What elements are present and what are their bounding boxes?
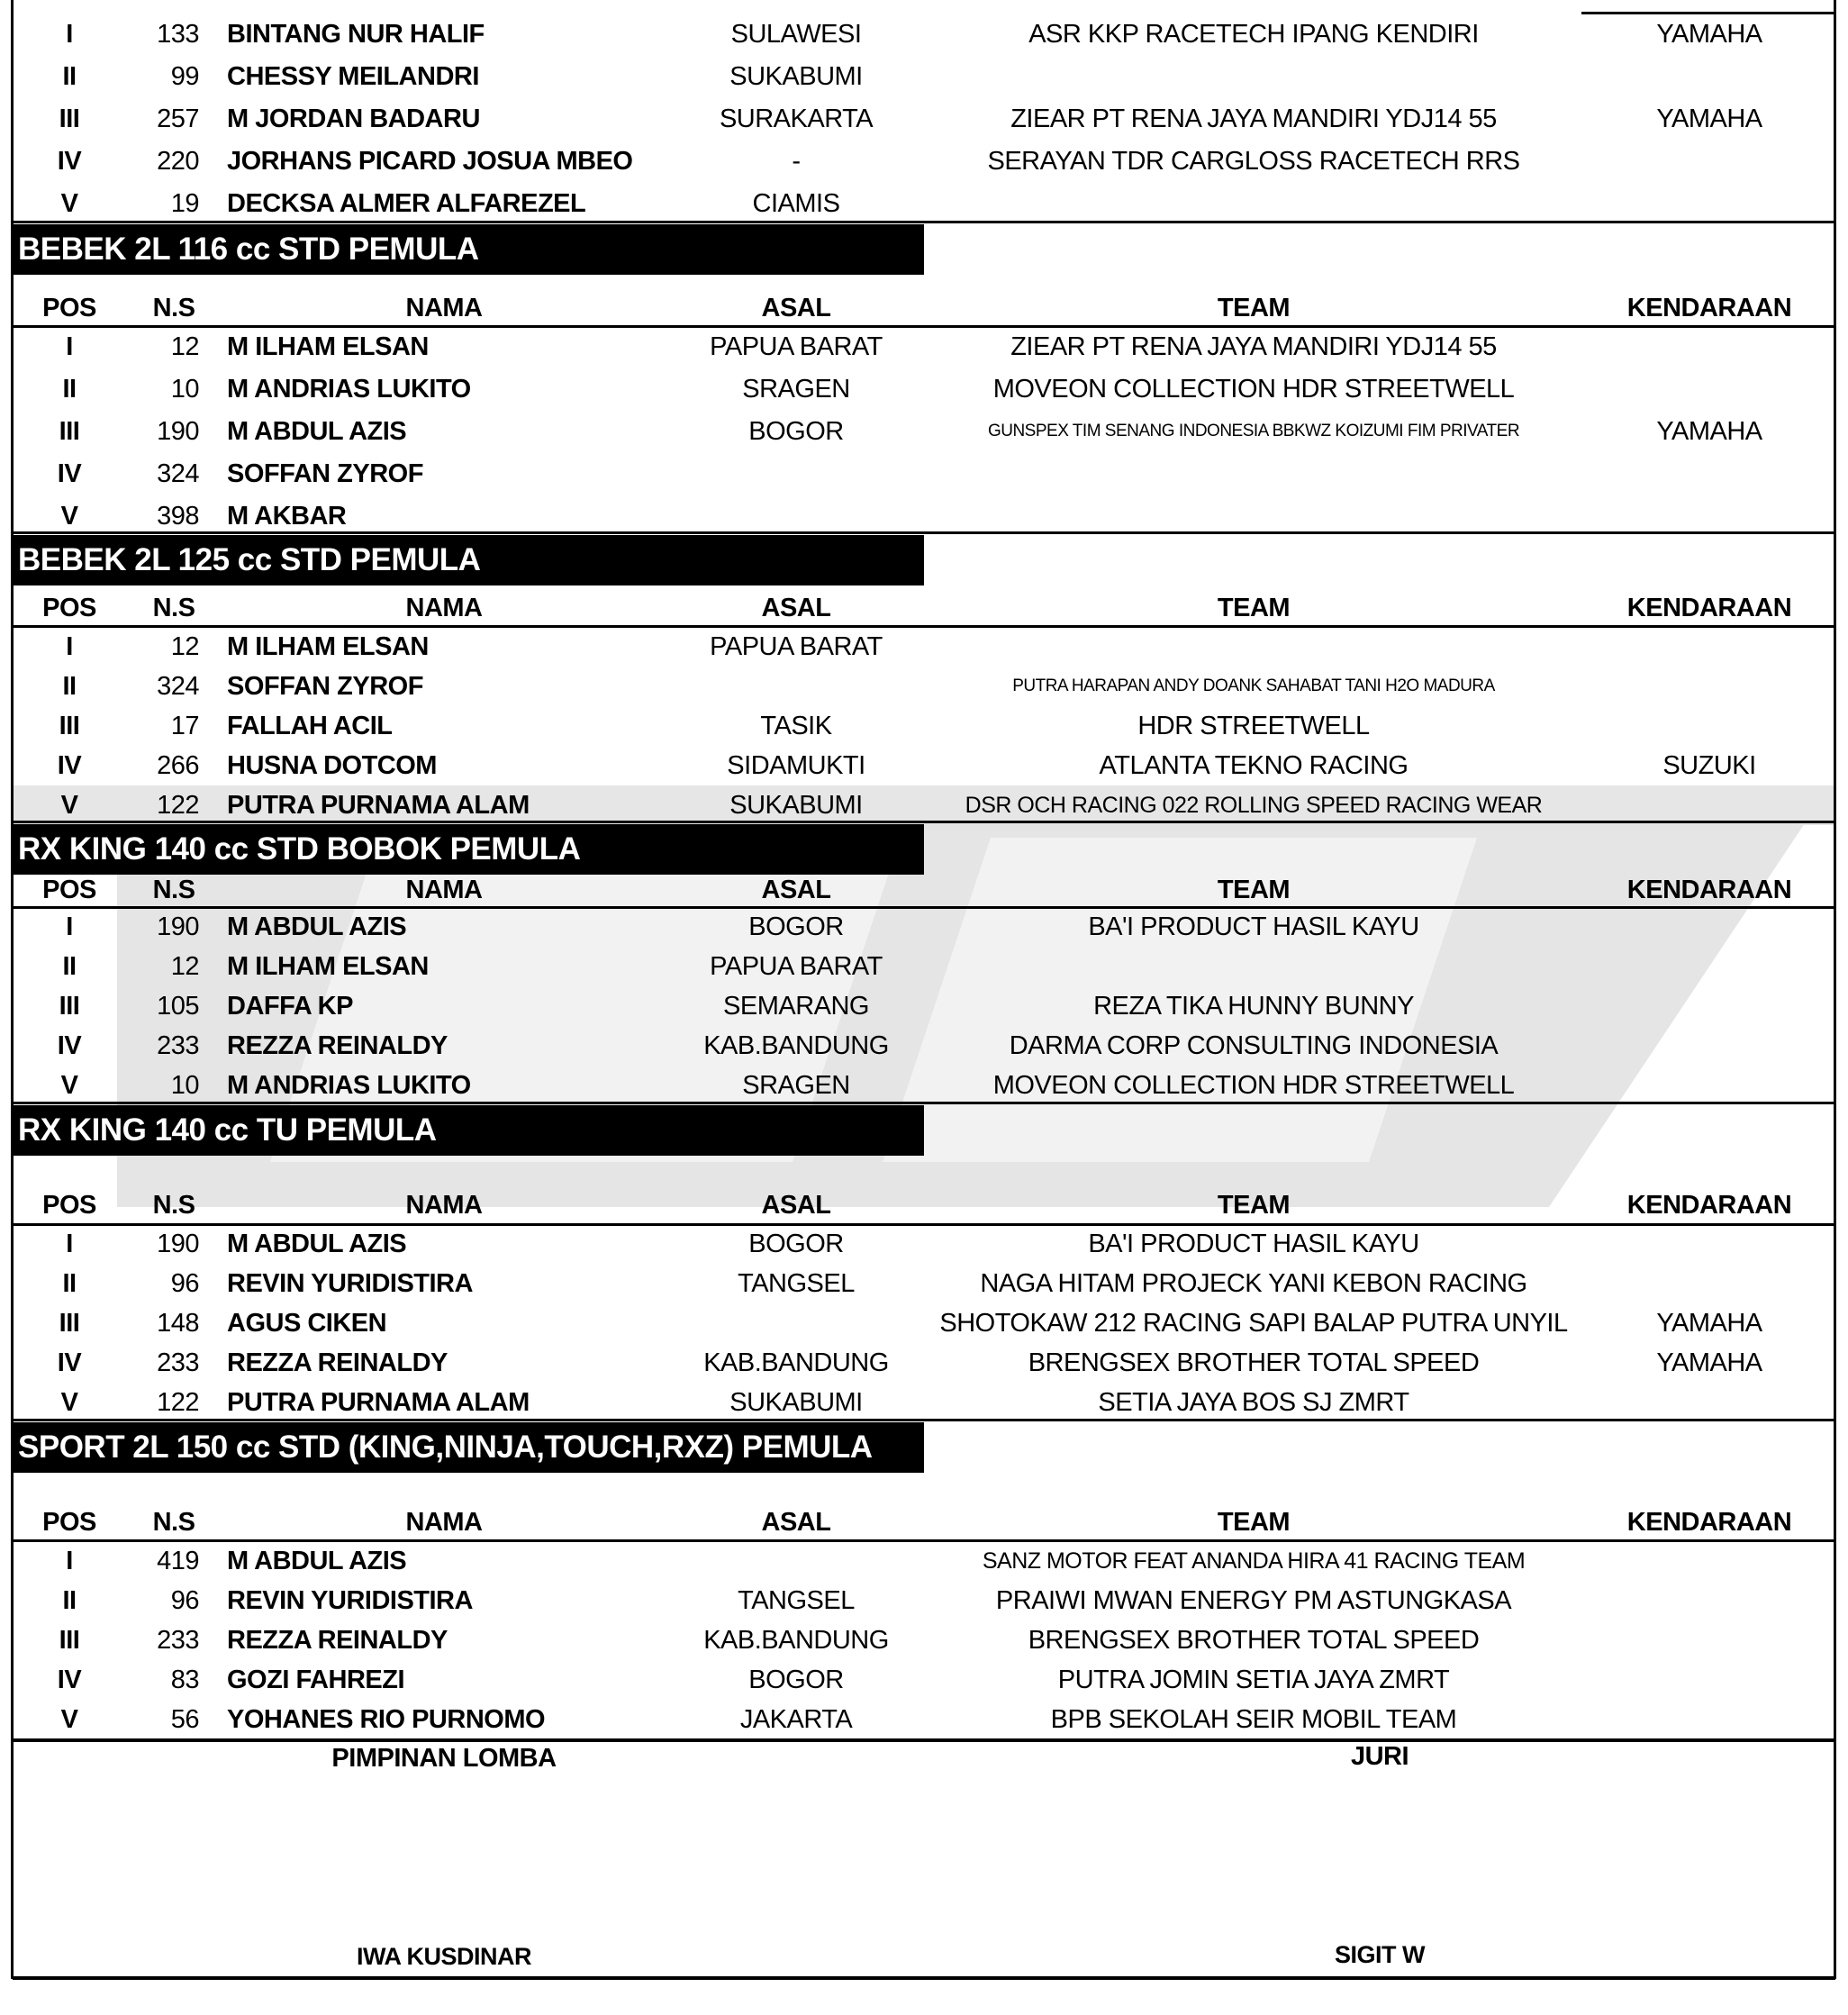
row-asal: PAPUA BARAT — [710, 332, 883, 361]
row-ns: 56 — [170, 1705, 199, 1734]
row-nama: M ABDUL AZIS — [227, 1230, 407, 1258]
section-divider — [13, 531, 1835, 534]
row-asal: PAPUA BARAT — [710, 952, 883, 981]
row-nama: REZZA REINALDY — [227, 1626, 448, 1655]
row-ns: 190 — [157, 417, 199, 446]
column-header-nama: NAMA — [405, 294, 483, 322]
row-ns: 12 — [170, 952, 199, 981]
row-ns: 10 — [170, 1071, 199, 1100]
row-kendaraan: YAMAHA — [1656, 20, 1762, 49]
column-header-ns: N.S — [152, 594, 195, 622]
row-ns: 122 — [157, 1388, 199, 1417]
row-nama: M ABDUL AZIS — [227, 417, 407, 446]
row-pos: IV — [57, 1031, 82, 1060]
column-header-asal: ASAL — [761, 876, 831, 904]
row-team: BRENGSEX BROTHER TOTAL SPEED — [1028, 1348, 1480, 1377]
row-team: SETIA JAYA BOS SJ ZMRT — [1098, 1388, 1409, 1417]
section-title: RX KING 140 cc STD BOBOK PEMULA — [13, 824, 924, 875]
row-asal: KAB.BANDUNG — [703, 1348, 889, 1377]
column-header-kendaraan: KENDARAAN — [1626, 1191, 1792, 1220]
row-ns: 398 — [157, 502, 199, 531]
row-pos: III — [59, 104, 80, 133]
row-asal: KAB.BANDUNG — [703, 1626, 889, 1655]
row-asal: SULAWESI — [730, 20, 862, 49]
row-nama: CHESSY MEILANDRI — [227, 62, 479, 91]
row-nama: JORHANS PICARD JOSUA MBEO — [227, 147, 633, 176]
row-team: DSR OCH RACING 022 ROLLING SPEED RACING WEAR — [965, 793, 1543, 818]
row-ns: 96 — [170, 1586, 199, 1615]
row-asal: SIDAMUKTI — [727, 751, 865, 780]
row-pos: IV — [57, 147, 82, 176]
row-ns: 324 — [157, 459, 199, 488]
row-team: PRAIWI MWAN ENERGY PM ASTUNGKASA — [995, 1586, 1512, 1615]
row-ns: 324 — [157, 672, 199, 701]
right-border — [1834, 0, 1836, 1979]
section-divider — [13, 221, 1835, 223]
column-header-pos: POS — [42, 294, 96, 322]
row-team: BA'I PRODUCT HASIL KAYU — [1088, 1230, 1419, 1258]
section-divider — [13, 1419, 1835, 1421]
row-ns: 266 — [157, 751, 199, 780]
row-ns: 122 — [157, 791, 199, 820]
row-ns: 419 — [157, 1547, 199, 1575]
column-header-kendaraan: KENDARAAN — [1626, 876, 1792, 904]
row-team: ASR KKP RACETECH IPANG KENDIRI — [1028, 20, 1479, 49]
row-asal: TANGSEL — [738, 1269, 855, 1298]
row-ns: 10 — [170, 375, 199, 404]
row-pos: II — [62, 1269, 77, 1298]
bottom-border — [13, 1976, 1835, 1980]
row-team: NAGA HITAM PROJECK YANI KEBON RACING — [980, 1269, 1527, 1298]
row-nama: REZZA REINALDY — [227, 1348, 448, 1377]
row-asal: SUKABUMI — [729, 791, 863, 820]
column-header-asal: ASAL — [761, 1191, 831, 1220]
section-title: SPORT 2L 150 cc STD (KING,NINJA,TOUCH,RXZ) PEMULA — [13, 1422, 924, 1473]
row-kendaraan: YAMAHA — [1656, 104, 1762, 133]
row-ns: 190 — [157, 912, 199, 941]
row-nama: BINTANG NUR HALIF — [227, 20, 485, 49]
row-pos: III — [59, 712, 80, 740]
column-header-ns: N.S — [152, 876, 195, 904]
row-ns: 257 — [157, 104, 199, 133]
row-team: ATLANTA TEKNO RACING — [1099, 751, 1409, 780]
row-pos: IV — [57, 751, 82, 780]
column-header-team: TEAM — [1217, 594, 1291, 622]
row-ns: 190 — [157, 1230, 199, 1258]
row-asal: BOGOR — [748, 912, 844, 941]
row-ns: 19 — [170, 189, 199, 218]
row-kendaraan: YAMAHA — [1656, 1348, 1762, 1377]
row-asal: CIAMIS — [752, 189, 840, 218]
column-header-team: TEAM — [1217, 294, 1291, 322]
row-nama: REVIN YURIDISTIRA — [227, 1269, 473, 1298]
row-nama: PUTRA PURNAMA ALAM — [227, 791, 530, 820]
section-title: BEBEK 2L 116 cc STD PEMULA — [13, 224, 924, 275]
row-nama: YOHANES RIO PURNOMO — [227, 1705, 546, 1734]
row-ns: 99 — [170, 62, 199, 91]
row-team: GUNSPEX TIM SENANG INDONESIA BBKWZ KOIZUMI FIM PRIVATER — [987, 422, 1520, 440]
row-team: SERAYAN TDR CARGLOSS RACETECH RRS — [987, 147, 1520, 176]
row-nama: REZZA REINALDY — [227, 1031, 448, 1060]
footer-left-title: PIMPINAN LOMBA — [331, 1744, 557, 1773]
row-kendaraan: YAMAHA — [1656, 417, 1762, 446]
row-nama: REVIN YURIDISTIRA — [227, 1586, 473, 1615]
column-header-pos: POS — [42, 594, 96, 622]
row-asal: BOGOR — [748, 1666, 844, 1694]
column-header-asal: ASAL — [761, 594, 831, 622]
header-underline — [13, 625, 1835, 628]
row-asal: TANGSEL — [738, 1586, 855, 1615]
row-team: ZIEAR PT RENA JAYA MANDIRI YDJ14 55 — [1010, 104, 1497, 133]
section-title: BEBEK 2L 125 cc STD PEMULA — [13, 535, 924, 585]
row-ns: 96 — [170, 1269, 199, 1298]
row-pos: V — [60, 791, 78, 820]
row-asal: SRAGEN — [742, 375, 850, 404]
column-header-kendaraan: KENDARAAN — [1626, 1508, 1792, 1537]
row-team: DARMA CORP CONSULTING INDONESIA — [1009, 1031, 1499, 1060]
row-asal: TASIK — [760, 712, 832, 740]
row-pos: I — [66, 1230, 73, 1258]
row-nama: M ILHAM ELSAN — [227, 952, 429, 981]
row-pos: III — [59, 417, 80, 446]
row-nama: DAFFA KP — [227, 992, 353, 1021]
row-asal: SEMARANG — [723, 992, 869, 1021]
row-pos: II — [62, 375, 77, 404]
row-team: PUTRA HARAPAN ANDY DOANK SAHABAT TANI H2O MADURA — [1012, 676, 1495, 695]
section-divider — [13, 1102, 1835, 1104]
column-header-kendaraan: KENDARAAN — [1626, 294, 1792, 322]
section-divider — [13, 821, 1835, 823]
row-ns: 12 — [170, 632, 199, 661]
row-ns: 83 — [170, 1666, 199, 1694]
row-nama: M ANDRIAS LUKITO — [227, 1071, 471, 1100]
row-pos: V — [60, 1388, 78, 1417]
footer-right-title: JURI — [1350, 1742, 1409, 1771]
row-ns: 233 — [157, 1031, 199, 1060]
row-pos: III — [59, 1626, 80, 1655]
row-team: SANZ MOTOR FEAT ANANDA HIRA 41 RACING TEAM — [982, 1548, 1526, 1574]
row-ns: 220 — [157, 147, 199, 176]
column-header-ns: N.S — [152, 294, 195, 322]
row-pos: I — [66, 332, 73, 361]
column-header-team: TEAM — [1217, 1508, 1291, 1537]
row-team: BRENGSEX BROTHER TOTAL SPEED — [1028, 1626, 1480, 1655]
header-underline — [13, 1223, 1835, 1226]
column-header-asal: ASAL — [761, 294, 831, 322]
row-team: SHOTOKAW 212 RACING SAPI BALAP PUTRA UNYIL — [939, 1309, 1568, 1338]
footer-right-name: SIGIT W — [1335, 1941, 1425, 1968]
column-header-team: TEAM — [1217, 1191, 1291, 1220]
footer-divider — [13, 1738, 1835, 1742]
left-border — [11, 0, 14, 1979]
column-header-nama: NAMA — [405, 594, 483, 622]
column-header-pos: POS — [42, 1191, 96, 1220]
row-asal: SRAGEN — [742, 1071, 850, 1100]
row-pos: IV — [57, 1666, 82, 1694]
row-team: PUTRA JOMIN SETIA JAYA ZMRT — [1057, 1666, 1450, 1694]
column-header-kendaraan: KENDARAAN — [1626, 594, 1792, 622]
row-nama: AGUS CIKEN — [227, 1309, 387, 1338]
row-asal: SUKABUMI — [729, 1388, 863, 1417]
column-header-asal: ASAL — [761, 1508, 831, 1537]
row-nama: HUSNA DOTCOM — [227, 751, 437, 780]
row-ns: 233 — [157, 1626, 199, 1655]
row-nama: DECKSA ALMER ALFAREZEL — [227, 189, 586, 218]
row-pos: I — [66, 1547, 73, 1575]
column-header-pos: POS — [42, 876, 96, 904]
row-asal: BOGOR — [748, 417, 844, 446]
footer-left-name: IWA KUSDINAR — [357, 1943, 531, 1970]
row-nama: M ILHAM ELSAN — [227, 332, 429, 361]
row-pos: II — [62, 62, 77, 91]
section-title: RX KING 140 cc TU PEMULA — [13, 1105, 924, 1156]
column-header-ns: N.S — [152, 1191, 195, 1220]
row-ns: 105 — [157, 992, 199, 1021]
row-nama: M AKBAR — [227, 502, 347, 531]
row-pos: II — [62, 1586, 77, 1615]
row-pos: V — [60, 1705, 78, 1734]
row-team: MOVEON COLLECTION HDR STREETWELL — [992, 1071, 1515, 1100]
row-pos: IV — [57, 1348, 82, 1377]
row-pos: V — [60, 189, 78, 218]
column-header-pos: POS — [42, 1508, 96, 1537]
row-pos: V — [60, 1071, 78, 1100]
row-pos: V — [60, 502, 78, 531]
row-asal: PAPUA BARAT — [710, 632, 883, 661]
row-nama: GOZI FAHREZI — [227, 1666, 404, 1694]
row-asal: SURAKARTA — [719, 104, 874, 133]
row-nama: M ABDUL AZIS — [227, 1547, 407, 1575]
row-pos: I — [66, 912, 73, 941]
row-pos: II — [62, 952, 77, 981]
row-nama: FALLAH ACIL — [227, 712, 393, 740]
column-header-nama: NAMA — [405, 876, 483, 904]
row-nama: M JORDAN BADARU — [227, 104, 480, 133]
top-right-line — [1581, 12, 1835, 14]
row-asal: JAKARTA — [739, 1705, 853, 1734]
row-team: MOVEON COLLECTION HDR STREETWELL — [992, 375, 1515, 404]
row-team: HDR STREETWELL — [1137, 712, 1370, 740]
row-nama: SOFFAN ZYROF — [227, 672, 423, 701]
column-header-nama: NAMA — [405, 1191, 483, 1220]
row-pos: I — [66, 20, 73, 49]
row-nama: M ABDUL AZIS — [227, 912, 407, 941]
column-header-ns: N.S — [152, 1508, 195, 1537]
row-team: BA'I PRODUCT HASIL KAYU — [1088, 912, 1419, 941]
row-nama: M ILHAM ELSAN — [227, 632, 429, 661]
row-asal: SUKABUMI — [729, 62, 863, 91]
row-pos: III — [59, 1309, 80, 1338]
header-underline — [13, 906, 1835, 909]
row-ns: 17 — [170, 712, 199, 740]
row-asal: - — [792, 147, 801, 176]
row-asal: KAB.BANDUNG — [703, 1031, 889, 1060]
row-ns: 233 — [157, 1348, 199, 1377]
row-ns: 133 — [157, 20, 199, 49]
row-nama: M ANDRIAS LUKITO — [227, 375, 471, 404]
row-team: ZIEAR PT RENA JAYA MANDIRI YDJ14 55 — [1010, 332, 1497, 361]
row-pos: I — [66, 632, 73, 661]
row-pos: IV — [57, 459, 82, 488]
column-header-team: TEAM — [1217, 876, 1291, 904]
row-pos: III — [59, 992, 80, 1021]
row-pos: II — [62, 672, 77, 701]
row-kendaraan: YAMAHA — [1656, 1309, 1762, 1338]
row-ns: 148 — [157, 1309, 199, 1338]
row-kendaraan: SUZUKI — [1662, 751, 1756, 780]
row-nama: PUTRA PURNAMA ALAM — [227, 1388, 530, 1417]
row-nama: SOFFAN ZYROF — [227, 459, 423, 488]
row-asal: BOGOR — [748, 1230, 844, 1258]
column-header-nama: NAMA — [405, 1508, 483, 1537]
row-ns: 12 — [170, 332, 199, 361]
header-underline — [13, 325, 1835, 328]
header-underline — [13, 1539, 1835, 1542]
row-team: REZA TIKA HUNNY BUNNY — [1093, 992, 1414, 1021]
row-team: BPB SEKOLAH SEIR MOBIL TEAM — [1050, 1705, 1457, 1734]
